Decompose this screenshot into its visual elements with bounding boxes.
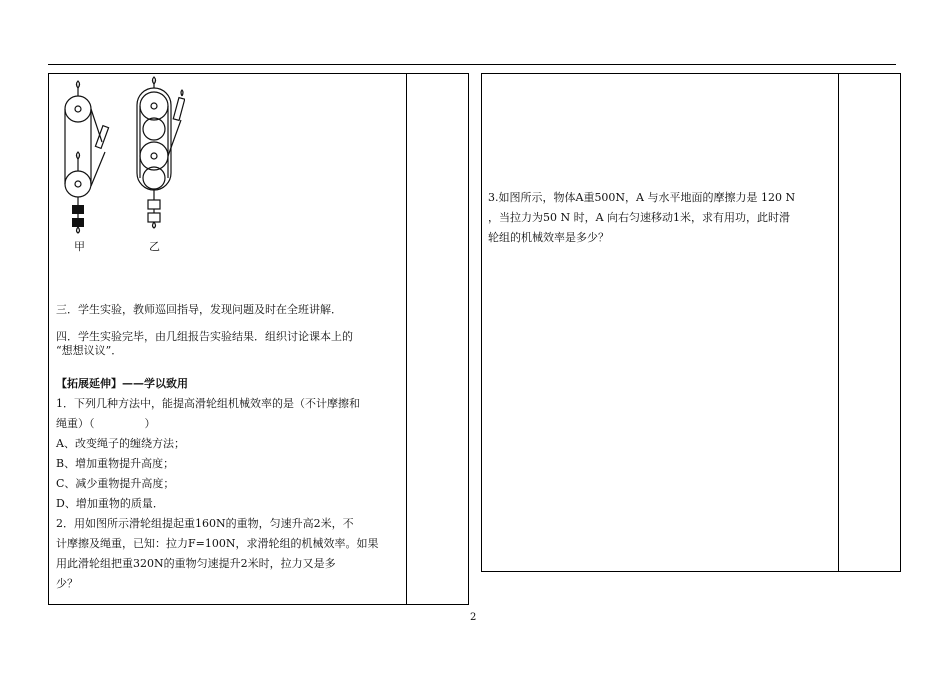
question-one-close-paren: ）	[144, 417, 156, 430]
option-d: D、增加重物的质量．	[56, 497, 164, 510]
figure-label-jia: 甲	[74, 240, 85, 253]
question-three-line3: 轮组的机械效率是多少？	[488, 231, 609, 244]
figure-label-yi: 乙	[149, 240, 160, 253]
header-rule	[48, 64, 896, 65]
right-lesson-table	[481, 73, 901, 572]
option-b: B、增加重物提升高度；	[56, 457, 175, 470]
option-c: C、减少重物提升高度；	[56, 477, 175, 490]
page-number: 2	[470, 612, 477, 623]
question-one-stem-end: 绳重）（	[56, 417, 95, 430]
right-column-divider	[838, 74, 839, 571]
step-four-line2: “想想议议”．	[56, 344, 123, 357]
question-two-line4: 少？	[56, 577, 78, 590]
option-a: A、改变绳子的缠绕方法；	[56, 437, 185, 450]
pulley-system-figure	[55, 74, 185, 254]
question-one-line1: 1．下列几种方法中，能提高滑轮组机械效率的是（不计摩擦和	[56, 397, 360, 410]
question-two-line2: 计摩擦及绳重，已知：拉力F=100N，求滑轮组的机械效率。如果	[56, 537, 379, 550]
question-two-line1: 2．用如图所示滑轮组提起重160N的重物，匀速升高2米，不	[56, 517, 354, 530]
question-three-line2: ，当拉力为50 N 时，A 向右匀速移动1米，求有用功，此时滑	[488, 211, 791, 224]
step-three-text: 三．学生实验，教师巡回指导，发现问题及时在全班讲解．	[56, 303, 342, 316]
pulley-diagram	[55, 74, 185, 254]
question-two-line3: 用此滑轮组把重320N的重物匀速提升2米时，拉力又是多	[56, 557, 336, 570]
left-lesson-table	[48, 73, 469, 605]
question-one-line2	[56, 414, 156, 433]
question-three-line1: 3.如图所示，物体A重500N，A 与水平地面的摩擦力是 120 N	[488, 191, 796, 204]
left-column-divider	[406, 74, 407, 604]
step-four-line1: 四．学生实验完毕，由几组报告实验结果．组织讨论课本上的	[56, 330, 353, 343]
section-title-extension: 【拓展延伸】——学以致用	[56, 377, 188, 390]
